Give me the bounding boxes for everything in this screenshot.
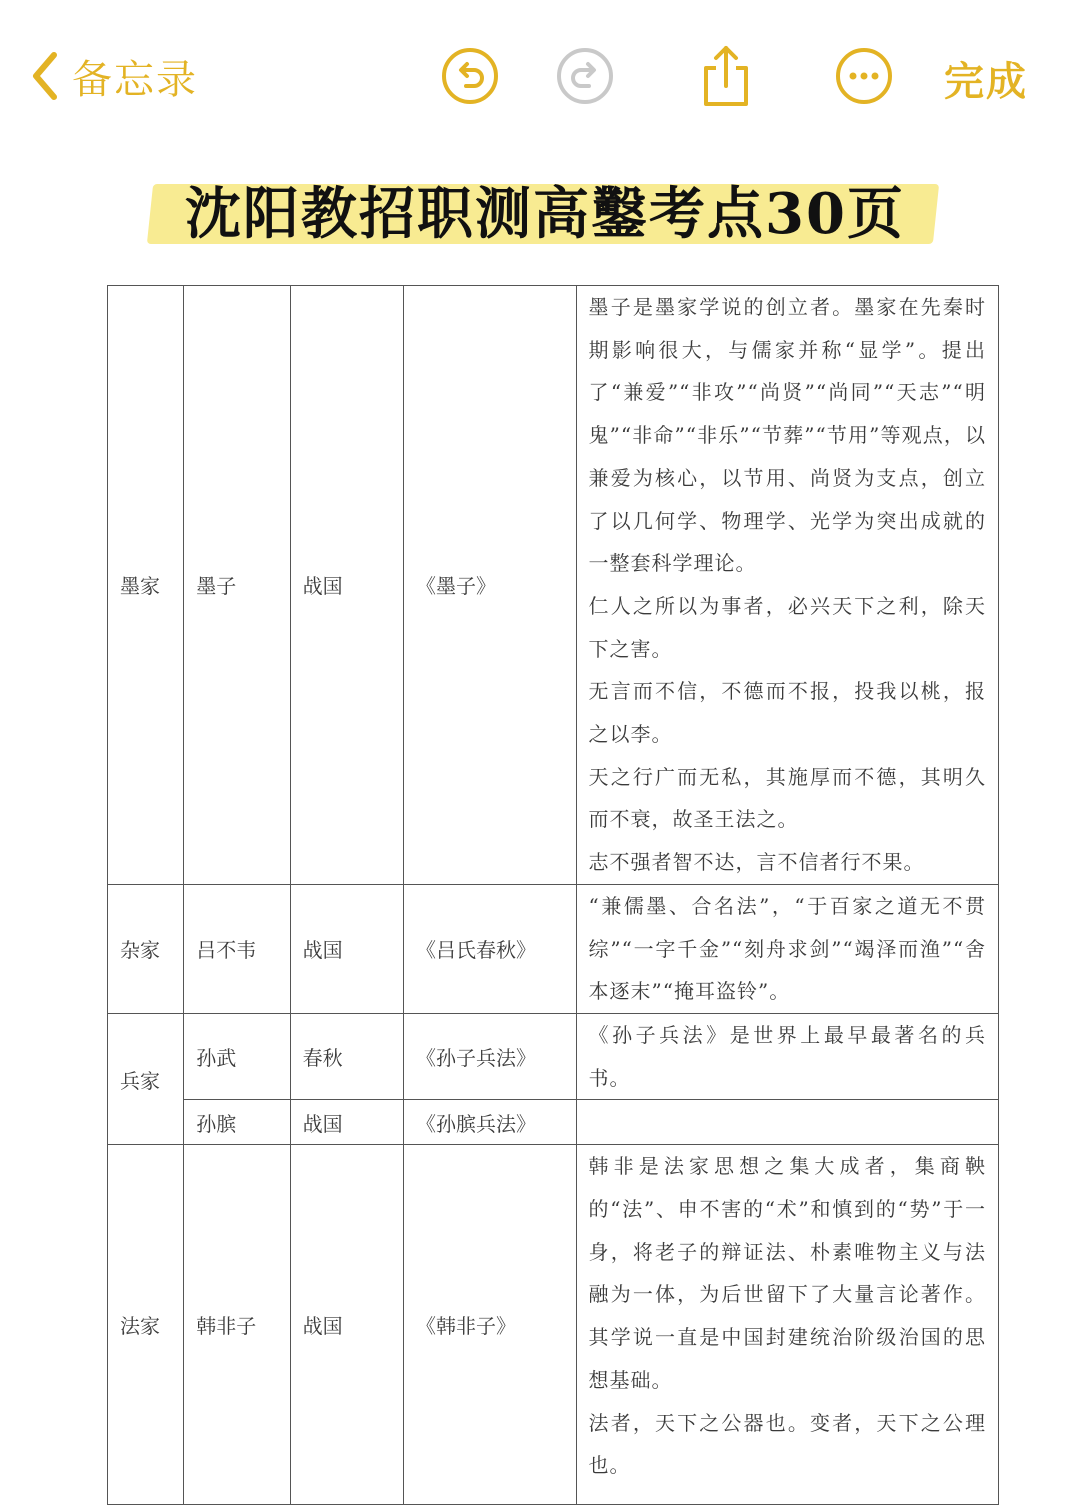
school-cell: 杂家 bbox=[108, 884, 184, 1013]
work-cell: 《孙子兵法》 bbox=[403, 1013, 576, 1099]
description-paragraph: 无言而不信，不德而不报，投我以桃，报之以李。 bbox=[588, 679, 986, 747]
note-title: 沈阳教招职测高鑿考点30页 bbox=[185, 181, 905, 247]
table-row bbox=[108, 1013, 999, 1099]
description-paragraph: 墨子是墨家学说的创立者。墨家在先秦时期影响很大，与儒家并称“显学”。提出了“兼爱”“非攻”“尚贤”“尚同”“天志”“明鬼”“非命”“非乐”“节葬”“节用”等观点，以兼爱为核心，以节用、尚贤为支点，创立了以几何学、物理学、光学为突出成就的一整套科学理论。 bbox=[588, 295, 986, 576]
person-cell: 孙膑 bbox=[184, 1100, 290, 1145]
redo-icon[interactable] bbox=[555, 44, 615, 108]
share-icon[interactable] bbox=[696, 44, 756, 108]
more-icon[interactable] bbox=[834, 44, 894, 108]
school-cell: 墨家 bbox=[108, 286, 184, 885]
school-cell: 法家 bbox=[108, 1145, 184, 1505]
chevron-left-icon bbox=[30, 51, 60, 101]
era-cell: 战国 bbox=[290, 884, 403, 1013]
description-cell bbox=[576, 1100, 998, 1145]
school-cell: 兵家 bbox=[108, 1013, 184, 1144]
note-title-block bbox=[150, 162, 940, 254]
table-row bbox=[108, 884, 999, 1013]
description-paragraph: 仁人之所以为事者，必兴天下之利，除天下之害。 bbox=[588, 593, 986, 661]
done-button[interactable]: 完成 bbox=[944, 59, 1028, 105]
era-cell: 春秋 bbox=[290, 1013, 403, 1099]
era-cell: 战国 bbox=[290, 1145, 403, 1505]
content-table bbox=[107, 285, 999, 1505]
table-row bbox=[108, 286, 999, 885]
description-cell bbox=[576, 286, 998, 885]
back-label: 备忘录 bbox=[72, 56, 198, 103]
undo-icon[interactable] bbox=[440, 44, 500, 108]
description-cell bbox=[576, 1013, 998, 1099]
table-row bbox=[108, 1100, 999, 1145]
work-cell: 《韩非子》 bbox=[403, 1145, 576, 1505]
work-cell: 《墨子》 bbox=[403, 286, 576, 885]
description-paragraph: 韩非是法家思想之集大成者，集商鞅的“法”、申不害的“术”和慎到的“势”于一身，将老子的辩证法、朴素唯物主义与法融为一体，为后世留下了大量言论著作。其学说一直是中国封建统治阶级治国的思想基础。 bbox=[588, 1154, 986, 1392]
description-cell bbox=[576, 1145, 998, 1505]
work-cell: 《孙膑兵法》 bbox=[403, 1100, 576, 1145]
description-paragraph: 天之行广而无私，其施厚而不德，其明久而不衰，故圣王法之。 bbox=[588, 764, 986, 832]
era-cell: 战国 bbox=[290, 286, 403, 885]
person-cell: 孙武 bbox=[184, 1013, 290, 1099]
description-paragraph: 志不强者智不达，言不信者行不果。 bbox=[588, 850, 925, 875]
table-row bbox=[108, 1145, 999, 1505]
description-paragraph: “兼儒墨、合名法”，“于百家之道无不贯综”“一字千金”“刻舟求剑”“竭泽而渔”“舍本逐末”“掩耳盗铃”。 bbox=[588, 893, 986, 1004]
back-button[interactable] bbox=[30, 46, 198, 106]
work-cell: 《吕氏春秋》 bbox=[403, 884, 576, 1013]
person-cell: 墨子 bbox=[184, 286, 290, 885]
person-cell: 韩非子 bbox=[184, 1145, 290, 1505]
top-toolbar bbox=[0, 0, 1080, 150]
description-paragraph: 《孙子兵法》是世界上最早最著名的兵书。 bbox=[588, 1022, 986, 1090]
description-cell bbox=[576, 884, 998, 1013]
era-cell: 战国 bbox=[290, 1100, 403, 1145]
description-paragraph: 法者，天下之公器也。变者，天下之公理也。 bbox=[588, 1410, 986, 1478]
person-cell: 吕不韦 bbox=[184, 884, 290, 1013]
